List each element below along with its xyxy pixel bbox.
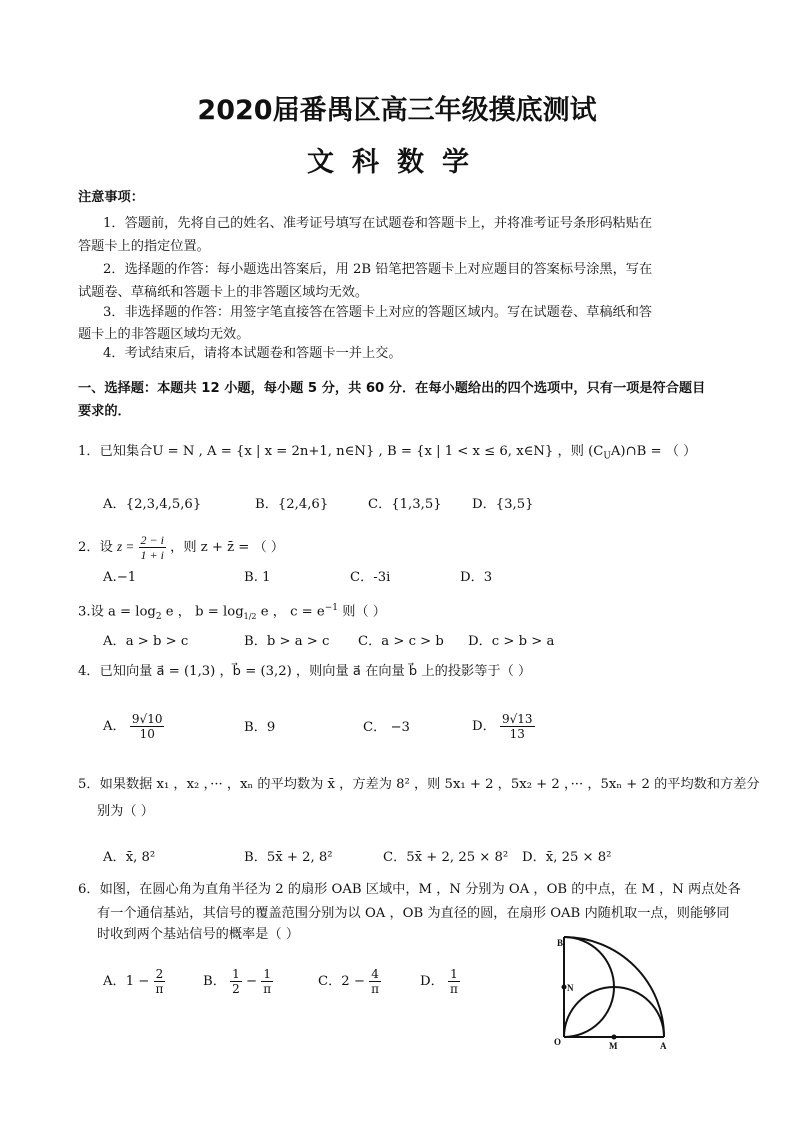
q6-option-c-denominator: π bbox=[371, 982, 380, 996]
question-5-line-1: 5．如果数据 x₁ ，x₂ ，··· ，xₙ 的平均数为 x̄ ，方差为 8² ，则 5x₁ + 2 ，5x₂ + 2 ，··· ，5xₙ + 2 的平均数和方差分 bbox=[78, 777, 760, 792]
q1-option-c[interactable]: C．{1,3,5} bbox=[368, 497, 442, 512]
q3-option-d[interactable]: D．c > b > a bbox=[468, 634, 555, 649]
q3-sub-b: 1/2 bbox=[243, 612, 257, 622]
question-4-stem: 4．已知向量 a⃗ = (1,3) ，b⃗ = (3,2) ，则向量 a⃗ 在向量 b⃗ 上的投影等于（ ） bbox=[78, 664, 532, 679]
q2-prefix: 2．设 bbox=[78, 540, 113, 555]
q3-part-a: 3.设 a = log bbox=[78, 604, 156, 620]
question-2-stem bbox=[78, 530, 284, 564]
q4-option-b[interactable]: B．9 bbox=[244, 720, 276, 735]
question-5-line-2: 别为（ ） bbox=[97, 804, 154, 819]
q4-option-c[interactable]: C． −3 bbox=[363, 720, 410, 735]
q3-option-b[interactable]: B．b > a > c bbox=[244, 634, 330, 649]
q5-option-b[interactable]: B．5x̄ + 2, 8² bbox=[244, 850, 333, 865]
q2-suffix: ，则 z + z̄ = （ ） bbox=[170, 540, 285, 555]
q4-option-d-numerator: 9√13 bbox=[501, 712, 533, 726]
notice-item-1-line-2: 答题卡上的指定位置。 bbox=[78, 239, 210, 254]
q1-stem-end: A)∩B = （ ） bbox=[610, 444, 697, 459]
q6-option-b-numerator-2: 1 bbox=[261, 967, 273, 982]
q6-option-a[interactable] bbox=[103, 964, 165, 1000]
q6-option-b[interactable] bbox=[203, 964, 273, 1000]
q4-option-d[interactable] bbox=[472, 710, 535, 744]
question-1-stem bbox=[78, 440, 696, 469]
q6-option-a-label: A．1 − bbox=[103, 974, 150, 989]
q6-option-c-fraction bbox=[369, 967, 381, 996]
section-1-line-2: 要求的． bbox=[78, 404, 131, 419]
q3-option-c[interactable]: C．a > c > b bbox=[358, 634, 444, 649]
q6-option-b-denominator-2: π bbox=[263, 982, 272, 996]
q3-part-c: e ， c = e bbox=[256, 604, 325, 620]
label-a: A bbox=[660, 1041, 667, 1051]
q2-fraction-numerator: 2 − i bbox=[140, 533, 164, 547]
q1-option-b[interactable]: B．{2,4,6} bbox=[255, 497, 329, 512]
q3-sup-c: −1 bbox=[324, 603, 338, 613]
q6-option-a-numerator: 2 bbox=[154, 967, 166, 982]
label-m: M bbox=[609, 1041, 618, 1051]
q6-option-d-denominator: π bbox=[449, 982, 458, 996]
label-b: B bbox=[557, 938, 564, 948]
q5-option-d[interactable]: D．x̄, 25 × 8² bbox=[522, 850, 612, 865]
q4-option-d-fraction bbox=[500, 712, 535, 741]
q3-part-d: 则（ ） bbox=[338, 604, 386, 620]
q6-option-d[interactable] bbox=[420, 964, 460, 1000]
point-m bbox=[612, 1035, 617, 1040]
q6-option-b-minus: − bbox=[245, 974, 257, 989]
q1-option-a[interactable]: A．{2,3,4,5,6} bbox=[103, 497, 202, 512]
q5-option-c[interactable]: C．5x̄ + 2, 25 × 8² bbox=[383, 850, 509, 865]
q4-option-d-label: D． bbox=[472, 719, 496, 734]
q6-option-d-numerator: 1 bbox=[448, 967, 460, 982]
q5-option-a[interactable]: A．x̄, 8² bbox=[103, 850, 156, 865]
q4-option-a-denominator: 10 bbox=[139, 727, 155, 741]
page-title: 2020届番禺区高三年级摸底测试 bbox=[197, 95, 597, 126]
q6-option-b-label: B． bbox=[203, 974, 226, 989]
q6-option-b-denominator-1: 2 bbox=[232, 982, 240, 996]
q4-option-a-fraction bbox=[130, 712, 165, 741]
q2-fraction-denominator: 1 + i bbox=[140, 548, 164, 562]
question-3-stem bbox=[78, 596, 386, 629]
q4-option-d-denominator: 13 bbox=[509, 727, 525, 741]
page-subtitle: 文科数学 bbox=[307, 147, 487, 178]
q6-sector-figure bbox=[548, 935, 696, 1053]
q2-z-eq: z = bbox=[116, 539, 135, 554]
q3-sub-a: 2 bbox=[155, 612, 162, 623]
q2-option-a[interactable]: A.−1 bbox=[103, 570, 137, 585]
q1-option-d[interactable]: D．{3,5} bbox=[472, 497, 534, 512]
q2-option-d[interactable]: D．3 bbox=[460, 570, 493, 585]
question-6-line-2: 有一个通信基站，其信号的覆盖范围分别为以 OA ，OB 为直径的圆，在扇形 OAB 内随机取一点，则能够同 bbox=[97, 906, 730, 921]
label-o: O bbox=[554, 1037, 562, 1047]
q6-option-b-fraction-2 bbox=[261, 967, 273, 996]
notice-item-3-line-1: 3．非选择题的作答：用签字笔直接答在答题卡上对应的答题区域内。写在试题卷、草稿纸和答 bbox=[103, 305, 653, 320]
q6-option-b-fraction-1 bbox=[230, 967, 242, 996]
q6-option-c-label: C．2 − bbox=[318, 974, 365, 989]
notice-item-2-line-1: 2．选择题的作答：每小题选出答案后，用 2B 铅笔把答题卡上对应题目的答案标号涂黑，写在 bbox=[103, 262, 653, 277]
point-n bbox=[562, 985, 567, 990]
notice-item-1-line-1: 1．答题前，先将自己的姓名、准考证号填写在试题卷和答题卡上，并将准考证号条形码粘贴在 bbox=[103, 216, 653, 231]
q2-fraction bbox=[139, 533, 166, 562]
q3-part-b: e ， b = log bbox=[161, 604, 244, 620]
notice-heading: 注意事项： bbox=[78, 190, 144, 205]
question-6-line-3: 时收到两个基站信号的概率是（ ） bbox=[97, 927, 300, 942]
q6-option-d-fraction bbox=[448, 967, 460, 996]
q1-stem-text: 1．已知集合U = N , A = {x | x = 2n+1, n∈N} , B = {x | 1 < x ≤ 6, x∈N} ，则 (C bbox=[78, 444, 604, 459]
label-n: N bbox=[567, 983, 574, 993]
q6-option-c[interactable] bbox=[318, 964, 381, 1000]
q2-option-c[interactable]: C．-3i bbox=[350, 570, 391, 585]
q2-option-b[interactable]: B. 1 bbox=[244, 570, 271, 585]
q3-option-a[interactable]: A．a > b > c bbox=[103, 634, 189, 649]
q4-option-a[interactable] bbox=[103, 710, 164, 744]
notice-item-3-line-2: 题卡上的非答题区域均无效。 bbox=[78, 327, 250, 342]
q6-option-a-denominator: π bbox=[155, 982, 164, 996]
q6-option-a-fraction bbox=[154, 967, 166, 996]
q4-option-a-numerator: 9√10 bbox=[131, 712, 163, 726]
question-6-line-1: 6．如图，在圆心角为直角半径为 2 的扇形 OAB 区域中，M ，N 分别为 OA ，OB 的中点，在 M ，N 两点处各 bbox=[78, 882, 741, 897]
q4-option-a-label: A． bbox=[103, 719, 126, 734]
q1-complement-subscript: U bbox=[603, 451, 611, 462]
notice-item-2-line-2: 试题卷、草稿纸和答题卡上的非答题区域均无效。 bbox=[78, 285, 369, 300]
q6-option-d-label: D． bbox=[420, 974, 444, 989]
section-1-line-1: 一、选择题：本题共 12 小题，每小题 5 分，共 60 分．在每小题给出的四个选项中，只有一项是符合题目 bbox=[78, 381, 706, 396]
q6-option-c-numerator: 4 bbox=[369, 967, 381, 982]
notice-item-4: 4．考试结束后，请将本试题卷和答题卡一并上交。 bbox=[103, 346, 402, 361]
q6-option-b-numerator-1: 1 bbox=[232, 967, 240, 981]
